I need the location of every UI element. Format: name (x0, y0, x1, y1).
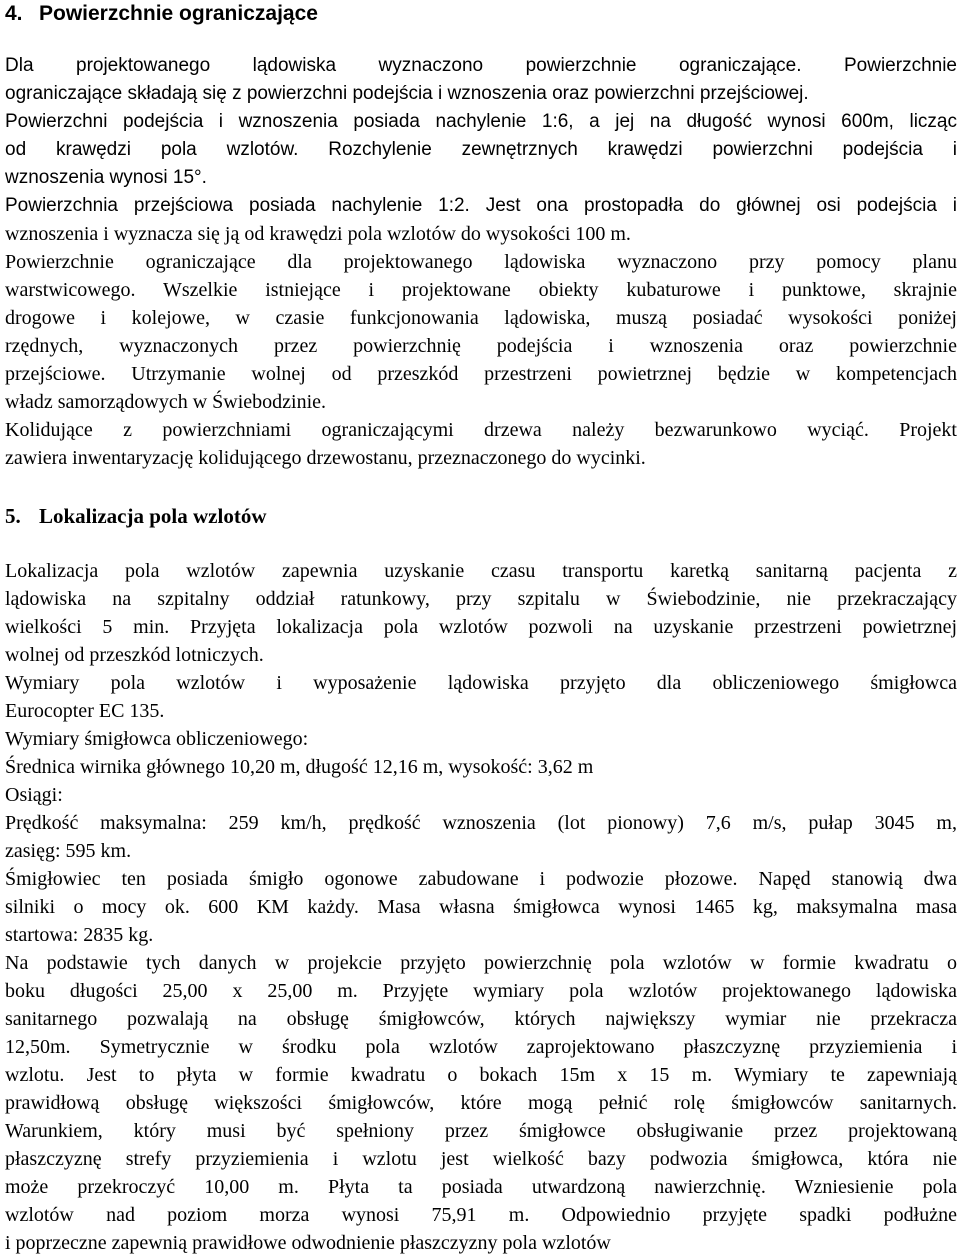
text-line: zawiera inwentaryzację kolidującego drzewostanu, przeznaczonego do wycinki. (5, 447, 646, 469)
text-line: 12,50m. Symetrycznie w środku pola wzlotów zaprojektowano płaszczyznę przyziemienia i (5, 1036, 957, 1058)
text-line: Powierzchni podejścia i wznoszenia posiada nachylenie 1:6, a jej na długość wynosi 600m, licząc (5, 111, 957, 132)
section-heading-5 (5, 502, 266, 530)
text-line: Wymiary pola wzlotów i wyposażenie lądowiska przyjęto dla obliczeniowego śmigłowca (5, 672, 957, 694)
text-line: rzędnych, wyznaczonych przez powierzchnię podejścia i wznoszenia oraz powierzchnie (5, 335, 957, 357)
text-line: boku długości 25,00 x 25,00 m. Przyjęte wymiary pola wzlotów projektowanego lądowiska (5, 980, 957, 1002)
text-line: zasięg: 595 km. (5, 840, 132, 862)
text-line: przejściowe. Utrzymanie wolnej od przeszkód przestrzeni powietrznej będzie w kompetencjach (5, 363, 957, 385)
text-line: Eurocopter EC 135. (5, 700, 165, 722)
text-line: od krawędzi pola wzlotów. Rozchylenie zewnętrznych krawędzi powierzchni podejścia i (5, 139, 957, 160)
text-line: Powierzchnia przejściowa posiada nachylenie 1:2. Jest ona prostopadła do głównej osi podejścia i (5, 195, 957, 216)
text-line: warstwicowego. Wszelkie istniejące i projektowane obiekty kubaturowe i punktowe, skrajnie (5, 279, 957, 301)
text-line: wzlotu. Jest to płyta w formie kwadratu o bokach 15m x 15 m. Wymiary te zapewniają (5, 1064, 957, 1086)
section-number: 5. (5, 504, 21, 528)
text-line: Dla projektowanego lądowiska wyznaczono powierzchnie ograniczające. Powierzchnie (5, 55, 957, 76)
text-line: sanitarnego pozwalają na obsługę śmigłowców, których największy wymiar nie przekracza (5, 1008, 957, 1030)
text-line: Prędkość maksymalna: 259 km/h, prędkość wznoszenia (lot pionowy) 7,6 m/s, pułap 3045 m, (5, 812, 957, 834)
text-line: Lokalizacja pola wzlotów zapewnia uzyskanie czasu transportu karetką sanitarną pacjenta z (5, 560, 957, 582)
text-line: Wymiary śmigłowca obliczeniowego: (5, 728, 309, 750)
text-line: Kolidujące z powierzchniami ograniczającymi drzewa należy bezwarunkowo wyciąć. Projekt (5, 419, 957, 441)
text-line: wielkości 5 min. Przyjęta lokalizacja pola wzlotów pozwoli na uzyskanie przestrzeni powietrznej (5, 616, 957, 638)
text-line: władz samorządowych w Świebodzinie. (5, 391, 327, 413)
text-line: wznoszenia wynosi 15°. (5, 167, 207, 188)
section-number: 4. (5, 2, 23, 25)
text-line: Śmigłowiec ten posiada śmigło ogonowe zabudowane i podwozie płozowe. Napęd stanowią dwa (5, 868, 957, 890)
section-4-body (5, 52, 957, 472)
text-line: lądowiska na szpitalny oddział ratunkowy, przy szpitalu w Świebodzinie, nie przekraczający (5, 588, 957, 610)
section-title: Lokalizacja pola wzlotów (39, 504, 267, 528)
text-line: wolnej od przeszkód lotniczych. (5, 644, 264, 666)
text-line: Na podstawie tych danych w projekcie przyjęto powierzchnię pola wzlotów w formie kwadratu o (5, 952, 957, 974)
text-line: wznoszenia i wyznacza się ją od krawędzi pola wzlotów do wysokości 100 m. (5, 223, 631, 245)
text-line: prawidłową obsługę większości śmigłowców, które mogą pełnić rolę śmigłowców sanitarnych. (5, 1092, 957, 1114)
text-line: może przekroczyć 10,00 m. Płyta ta posiada utwardzoną nawierzchnię. Wzniesienie pola (5, 1176, 957, 1198)
text-line: Warunkiem, który musi być spełniony przez śmigłowce obsługiwanie przez projektowaną (5, 1120, 957, 1142)
text-line: drogowe i kolejowe, w czasie funkcjonowania lądowiska, muszą posiadać wysokości poniżej (5, 307, 957, 329)
section-title: Powierzchnie ograniczające (39, 2, 318, 25)
text-line: wzlotów nad poziom morza wynosi 75,91 m. Odpowiednio przyjęte spadki podłużne (5, 1204, 957, 1226)
section-heading-4 (5, 0, 318, 28)
text-line: płaszczyznę strefy przyziemienia i wzlotu jest wielkość bazy podwozia śmigłowca, która nie (5, 1148, 957, 1170)
text-line: Osiągi: (5, 784, 63, 806)
text-line: ograniczające składają się z powierzchni podejścia i wznoszenia oraz powierzchni przejściowej. (5, 83, 809, 104)
text-line: silniki o mocy ok. 600 KM każdy. Masa własna śmigłowca wynosi 1465 kg, maksymalna masa (5, 896, 957, 918)
text-line: startowa: 2835 kg. (5, 924, 154, 946)
text-line: Średnica wirnika głównego 10,20 m, długość 12,16 m, wysokość: 3,62 m (5, 756, 594, 778)
text-line: i poprzeczne zapewnią prawidłowe odwodnienie płaszczyzny pola wzlotów (5, 1232, 611, 1254)
section-5-body (5, 557, 957, 1257)
text-line: Powierzchnie ograniczające dla projektowanego lądowiska wyznaczono przy pomocy planu (5, 251, 957, 273)
